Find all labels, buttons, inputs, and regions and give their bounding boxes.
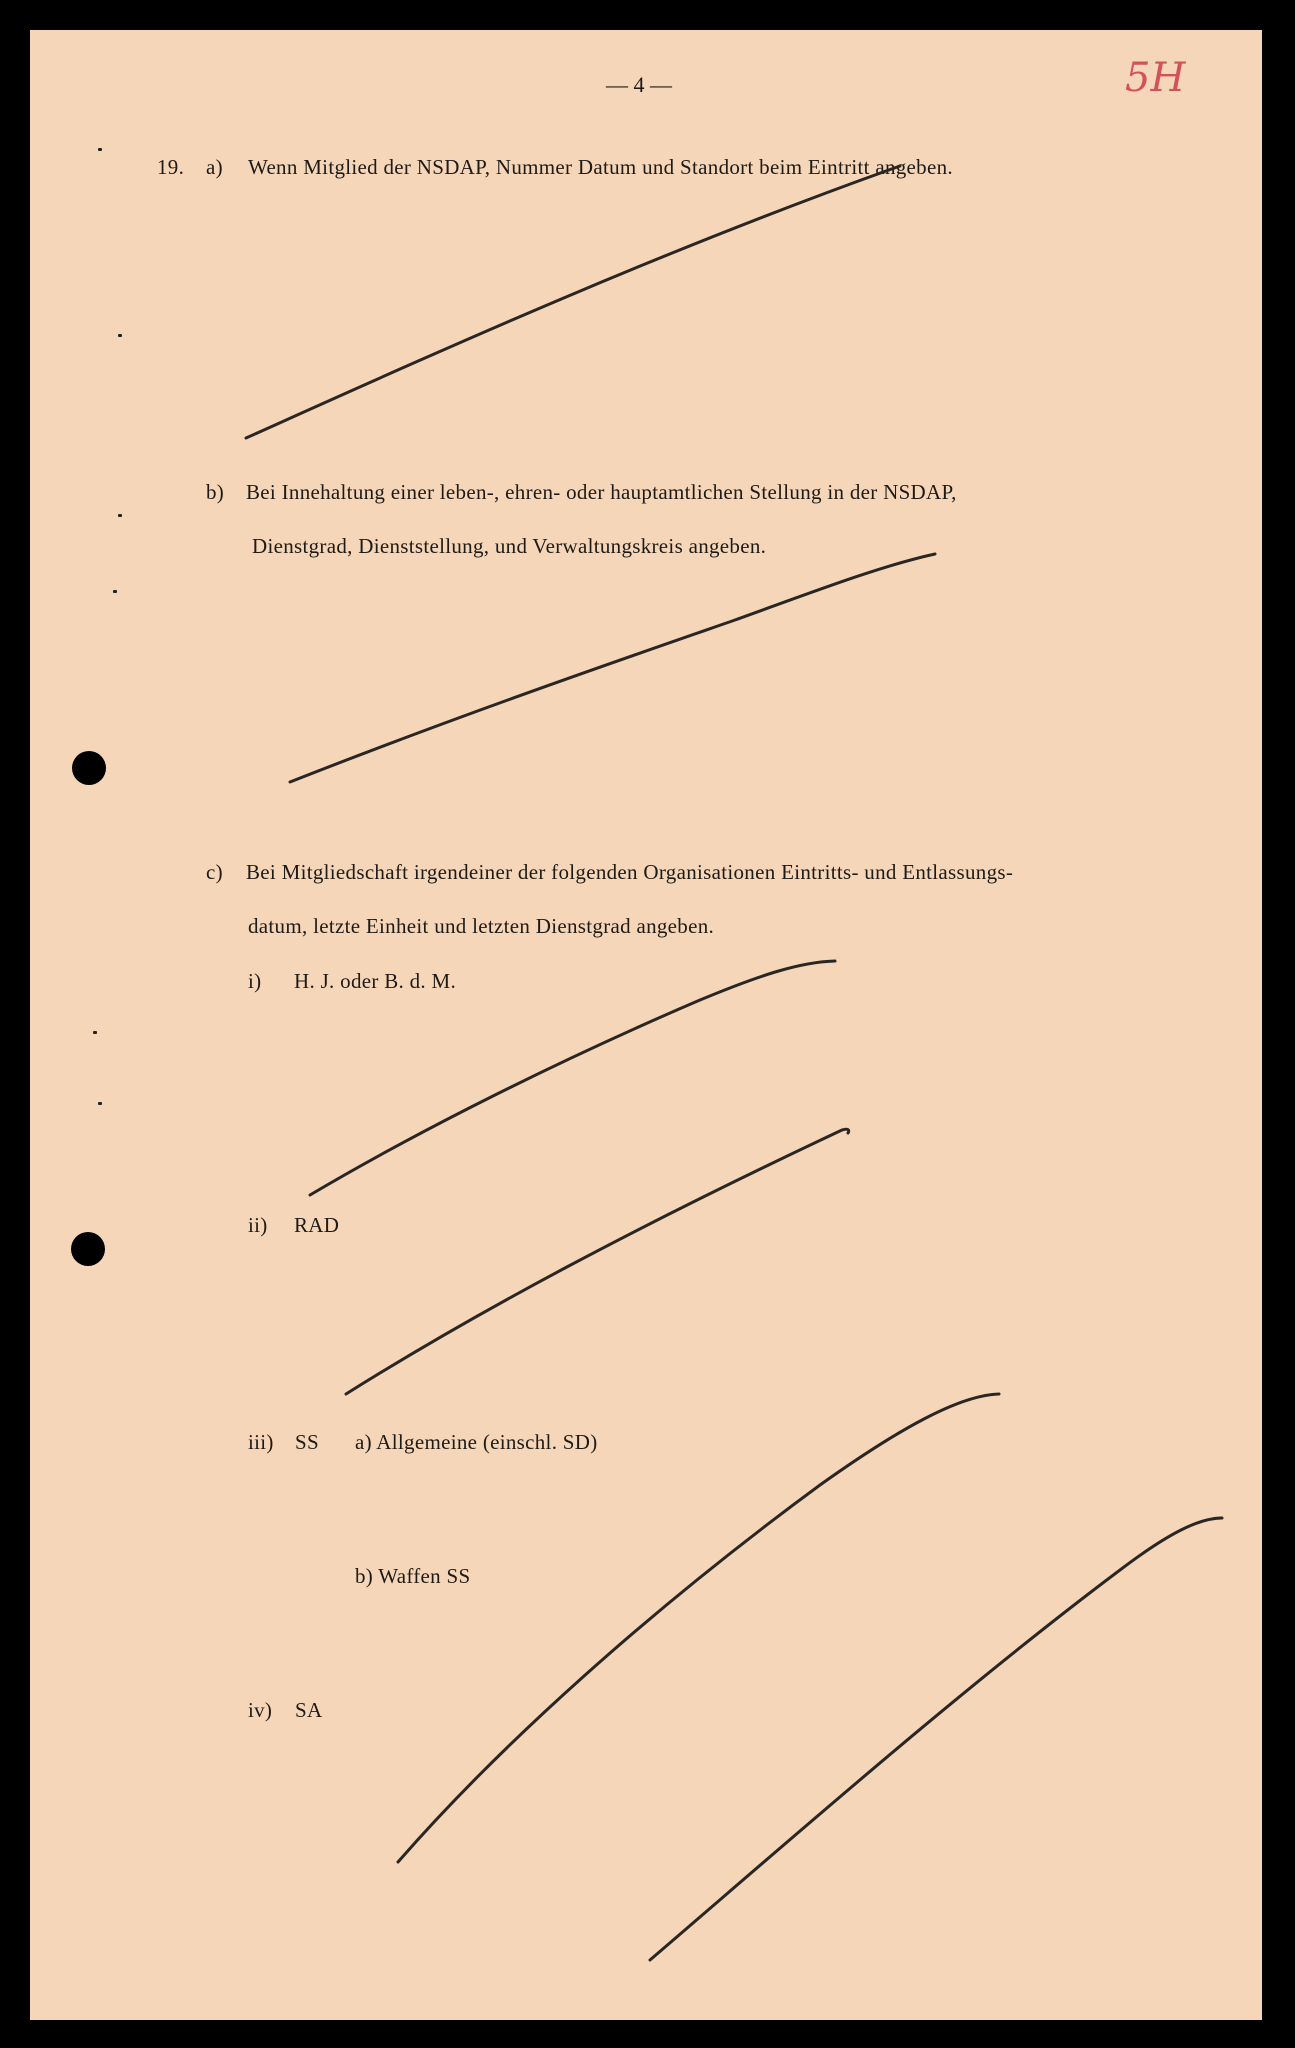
strike-line-i [310, 961, 835, 1195]
strike-line-sa [650, 1518, 1222, 1960]
item-b-text-line1: Bei Innehaltung einer leben-, ehren- oder hauptamtlichen Stellung in der NSDAP, [246, 480, 957, 504]
question-number: 19. [157, 155, 185, 179]
org-ii-marker: ii) [248, 1213, 268, 1237]
strike-line-ss [398, 1394, 999, 1862]
page-number: — 4 — [606, 72, 672, 97]
org-i-marker: i) [248, 969, 262, 993]
org-iii-sub-b: b) Waffen SS [355, 1564, 471, 1588]
item-a-text: Wenn Mitglied der NSDAP, Nummer Datum und Standort beim Eintritt angeben. [248, 155, 953, 179]
red-pencil-mark: 5H [1125, 55, 1186, 101]
strike-line-a [246, 166, 900, 438]
item-a-marker: a) [206, 155, 223, 179]
strike-line-b [290, 554, 935, 782]
org-ii-label: RAD [294, 1213, 340, 1237]
strike-line-ii [346, 1129, 849, 1394]
org-iii-marker: iii) [248, 1430, 274, 1454]
item-c-text-line2: datum, letzte Einheit und letzten Dienstgrad angeben. [248, 914, 715, 938]
item-b-marker: b) [206, 480, 225, 504]
item-c-text-line1: Bei Mitgliedschaft irgendeiner der folgenden Organisationen Eintritts- und Entlassungs- [246, 860, 1014, 884]
org-iv-marker: iv) [248, 1698, 273, 1722]
org-i-label: H. J. oder B. d. M. [294, 969, 457, 993]
org-iii-label: SS [295, 1430, 319, 1454]
org-iii-sub-a: a) Allgemeine (einschl. SD) [355, 1430, 598, 1454]
item-b-text-line2: Dienstgrad, Dienststellung, und Verwaltungskreis angeben. [252, 534, 767, 558]
org-iv-label: SA [295, 1698, 323, 1722]
item-c-marker: c) [206, 860, 223, 884]
